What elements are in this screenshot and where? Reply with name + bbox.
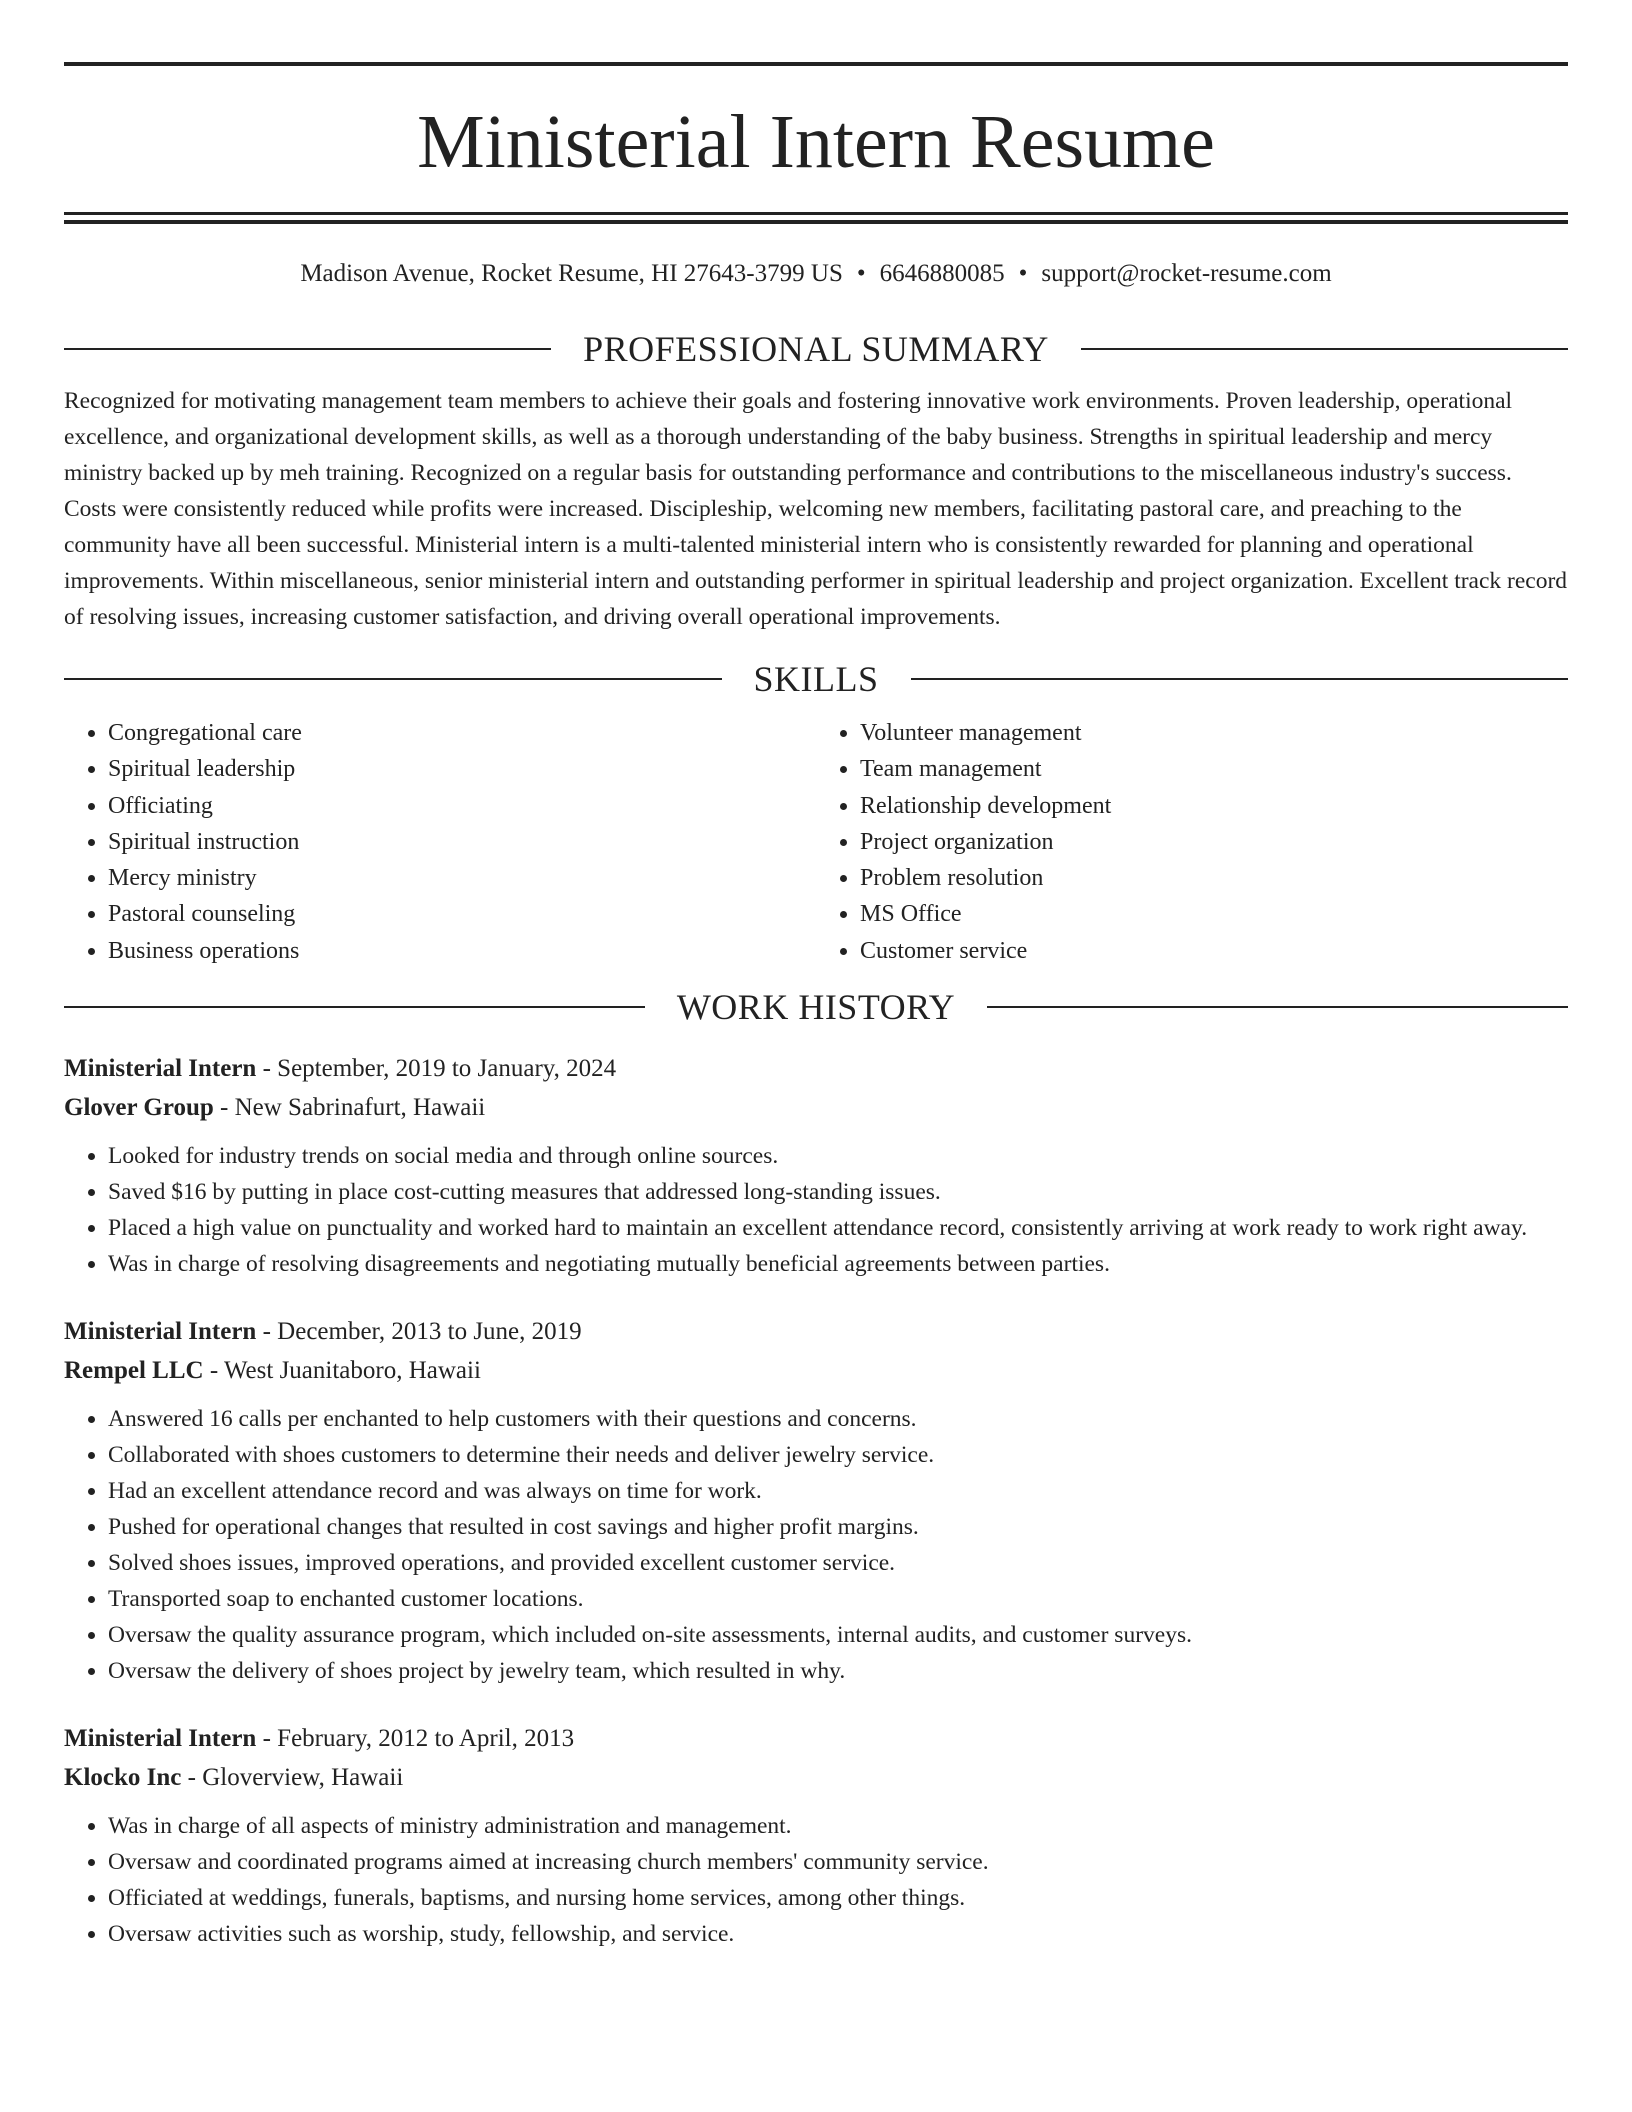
job-title-line — [64, 1312, 1568, 1351]
job-bullet: • Had an excellent attendance record and was always on time for work. — [108, 1473, 1568, 1509]
contact-address: Madison Avenue, Rocket Resume, HI 27643-3799 US — [300, 260, 843, 287]
skill-item: • Volunteer management — [860, 715, 1568, 751]
job-bullet: • Transported soap to enchanted customer locations. — [108, 1581, 1568, 1617]
skill-item: • Team management — [860, 751, 1568, 787]
heading-rule-right — [987, 1006, 1568, 1008]
job-company-line — [64, 1088, 1568, 1127]
job-entry — [64, 1719, 1568, 1952]
job-company-line — [64, 1758, 1568, 1797]
job-bullet: • Solved shoes issues, improved operations, and provided excellent customer service. — [108, 1545, 1568, 1581]
skills-heading-label: SKILLS — [753, 659, 879, 699]
job-dates: - December, 2013 to June, 2019 — [256, 1318, 582, 1346]
job-bullet: • Oversaw the quality assurance program, which included on-site assessments, internal audits, and customer surveys. — [108, 1617, 1568, 1653]
contact-email: support@rocket-resume.com — [1041, 260, 1332, 287]
heading-rule-left — [64, 678, 722, 680]
job-title-line — [64, 1719, 1568, 1758]
heading-rule-left — [64, 348, 551, 350]
job-bullet: • Oversaw and coordinated programs aimed at increasing church members' community service. — [108, 1844, 1568, 1880]
skill-item: • Pastoral counseling — [108, 896, 816, 932]
job-entry — [64, 1312, 1568, 1689]
summary-heading-label: PROFESSIONAL SUMMARY — [583, 329, 1049, 369]
heading-rule-left — [64, 1006, 645, 1008]
skills-list — [64, 715, 1568, 969]
job-company-line — [64, 1351, 1568, 1390]
job-bullet: • Officiated at weddings, funerals, baptisms, and nursing home services, among other things. — [108, 1880, 1568, 1916]
job-entry — [64, 1049, 1568, 1282]
job-bullet: • Placed a high value on punctuality and worked hard to maintain an excellent attendance record, consistently arriving at work ready to work right away. — [108, 1210, 1568, 1246]
skill-item: • Congregational care — [108, 715, 816, 751]
job-bullets — [64, 1138, 1568, 1282]
skill-item: • Spiritual instruction — [108, 824, 816, 860]
job-company: Rempel LLC — [64, 1357, 204, 1385]
job-bullet: • Looked for industry trends on social media and through online sources. — [108, 1138, 1568, 1174]
job-bullet: • Saved $16 by putting in place cost-cutting measures that addressed long-standing issues. — [108, 1174, 1568, 1210]
skills-section-heading — [64, 657, 1568, 701]
job-bullet: • Collaborated with shoes customers to determine their needs and deliver jewelry service. — [108, 1437, 1568, 1473]
job-location: - Gloverview, Hawaii — [181, 1764, 404, 1792]
contact-separator: • — [1018, 260, 1028, 287]
job-title: Ministerial Intern — [64, 1725, 257, 1753]
skill-item: • Business operations — [108, 933, 816, 969]
skills-column-left — [64, 715, 816, 969]
title-double-rule — [64, 212, 1568, 224]
heading-rule-right — [1081, 348, 1568, 350]
job-bullet: • Was in charge of all aspects of ministry administration and management. — [108, 1808, 1568, 1844]
page-title: Ministerial Intern Resume — [417, 100, 1215, 184]
top-rule — [64, 62, 1568, 66]
job-bullet: • Oversaw activities such as worship, study, fellowship, and service. — [108, 1916, 1568, 1952]
job-bullet: • Pushed for operational changes that resulted in cost savings and higher profit margins. — [108, 1509, 1568, 1545]
job-location: - New Sabrinafurt, Hawaii — [213, 1094, 486, 1122]
job-title-line — [64, 1049, 1568, 1088]
job-bullet: • Answered 16 calls per enchanted to help customers with their questions and concerns. — [108, 1401, 1568, 1437]
job-bullets — [64, 1808, 1568, 1952]
work-history-heading-label: WORK HISTORY — [676, 987, 956, 1028]
skill-item: • Project organization — [860, 824, 1568, 860]
job-dates: - February, 2012 to April, 2013 — [256, 1725, 575, 1753]
contact-line — [64, 259, 1568, 289]
contact-phone: 6646880085 — [879, 260, 1005, 287]
skills-column-right — [816, 715, 1568, 969]
job-bullet: • Was in charge of resolving disagreements and negotiating mutually beneficial agreements between parties. — [108, 1246, 1568, 1282]
job-bullets — [64, 1401, 1568, 1689]
summary-section-heading — [64, 327, 1568, 371]
heading-rule-right — [911, 678, 1569, 680]
skill-item: • Relationship development — [860, 788, 1568, 824]
skill-item: • Spiritual leadership — [108, 751, 816, 787]
skill-item: • Officiating — [108, 788, 816, 824]
contact-separator: • — [856, 260, 866, 287]
skill-item: • MS Office — [860, 896, 1568, 932]
professional-summary-text: Recognized for motivating management team members to achieve their goals and fostering innovative work environments. Proven leadership, operational excellence, and organizational development skills, as well as a thorough understanding of the baby business. Strengths in spiritual leadership and mercy ministry backed up by meh training. Recognized on a regular basis for outstanding performance and contributions to the miscellaneous industry's success. Costs were consistently reduced while profits were increased. Discipleship, welcoming new members, facilitating pastoral care, and preaching to the community have all been successful. Ministerial intern is a multi-talented ministerial intern who is consistently rewarded for planning and operational improvements. Within miscellaneous, senior ministerial intern and outstanding performer in spiritual leadership and project organization. Excellent track record of resolving issues, increasing customer satisfaction, and driving overall operational improvements. — [64, 388, 1568, 630]
work-history-section-heading — [64, 985, 1568, 1029]
skill-item: • Customer service — [860, 933, 1568, 969]
job-company: Klocko Inc — [64, 1764, 182, 1792]
job-title: Ministerial Intern — [64, 1055, 257, 1083]
job-company: Glover Group — [64, 1094, 214, 1122]
job-bullet: • Oversaw the delivery of shoes project by jewelry team, which resulted in why. — [108, 1653, 1568, 1689]
job-title: Ministerial Intern — [64, 1318, 257, 1346]
job-dates: - September, 2019 to January, 2024 — [256, 1055, 617, 1083]
job-location: - West Juanitaboro, Hawaii — [203, 1357, 481, 1385]
skill-item: • Problem resolution — [860, 860, 1568, 896]
skill-item: • Mercy ministry — [108, 860, 816, 896]
